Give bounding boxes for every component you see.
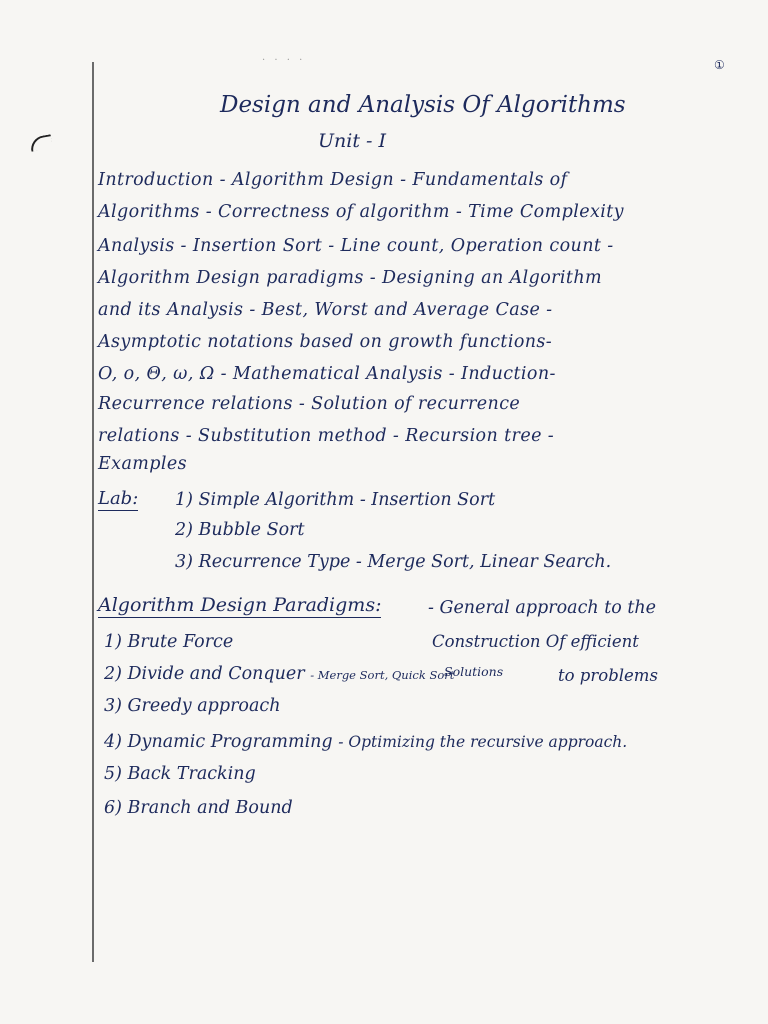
syllabus-line: Introduction - Algorithm Design - Fundamentals of — [98, 170, 568, 190]
syllabus-line: Examples — [98, 454, 188, 474]
lab-heading: Lab: — [98, 488, 139, 509]
paradigms-description: to problems — [558, 666, 658, 685]
paradigm-item-note: - Optimizing the recursive approach. — [338, 733, 628, 751]
paradigms-description: Solutions — [444, 664, 504, 679]
syllabus-line: Asymptotic notations based on growth functions- — [98, 332, 553, 352]
paradigm-item — [104, 632, 233, 652]
syllabus-line: Recurrence relations - Solution of recurrence — [98, 394, 521, 414]
punch-hole-mark — [29, 134, 53, 152]
lab-item: 2) Bubble Sort — [175, 520, 305, 540]
paradigm-item-text: 6) Branch and Bound — [104, 798, 293, 818]
paradigm-item-text: 1) Brute Force — [104, 632, 234, 652]
syllabus-line: Algorithm Design paradigms - Designing an Algorithm — [98, 268, 603, 288]
top-dots: . . . . — [262, 52, 306, 63]
paradigm-item-text: 5) Back Tracking — [104, 764, 256, 784]
paradigms-heading-text: Algorithm Design Paradigms: — [98, 594, 382, 616]
paradigm-item-text: 2) Divide and Conquer — [104, 664, 305, 684]
syllabus-line: and its Analysis - Best, Worst and Average Case - — [98, 300, 553, 320]
page-subtitle: Unit - I — [318, 130, 386, 152]
paradigm-item — [104, 732, 627, 752]
paradigm-item — [104, 664, 454, 684]
paradigm-item-note: - Merge Sort, Quick Sort — [310, 668, 455, 682]
page-number: ① — [714, 58, 725, 72]
paradigm-item-text: 3) Greedy approach — [104, 696, 281, 716]
paradigms-description: - General approach to the — [428, 598, 656, 618]
paradigm-item — [104, 764, 256, 784]
paradigm-item — [104, 798, 293, 818]
margin-line — [92, 62, 94, 962]
lab-item: 1) Simple Algorithm - Insertion Sort — [175, 490, 496, 510]
syllabus-line: O, o, Θ, ω, Ω - Mathematical Analysis - Induction- — [98, 364, 556, 384]
lab-item: 3) Recurrence Type - Merge Sort, Linear Search. — [175, 552, 612, 572]
paradigms-heading — [98, 594, 391, 616]
page-title: Design and Analysis Of Algorithms — [220, 92, 626, 118]
syllabus-line: Analysis - Insertion Sort - Line count, Operation count - — [98, 236, 614, 256]
paradigm-item-text: 4) Dynamic Programming — [104, 732, 333, 752]
paradigms-description: Construction Of efficient — [432, 632, 639, 651]
paradigm-item — [104, 696, 280, 716]
syllabus-line: Algorithms - Correctness of algorithm - Time Complexity — [98, 202, 624, 222]
syllabus-line: relations - Substitution method - Recursion tree - — [98, 426, 555, 446]
